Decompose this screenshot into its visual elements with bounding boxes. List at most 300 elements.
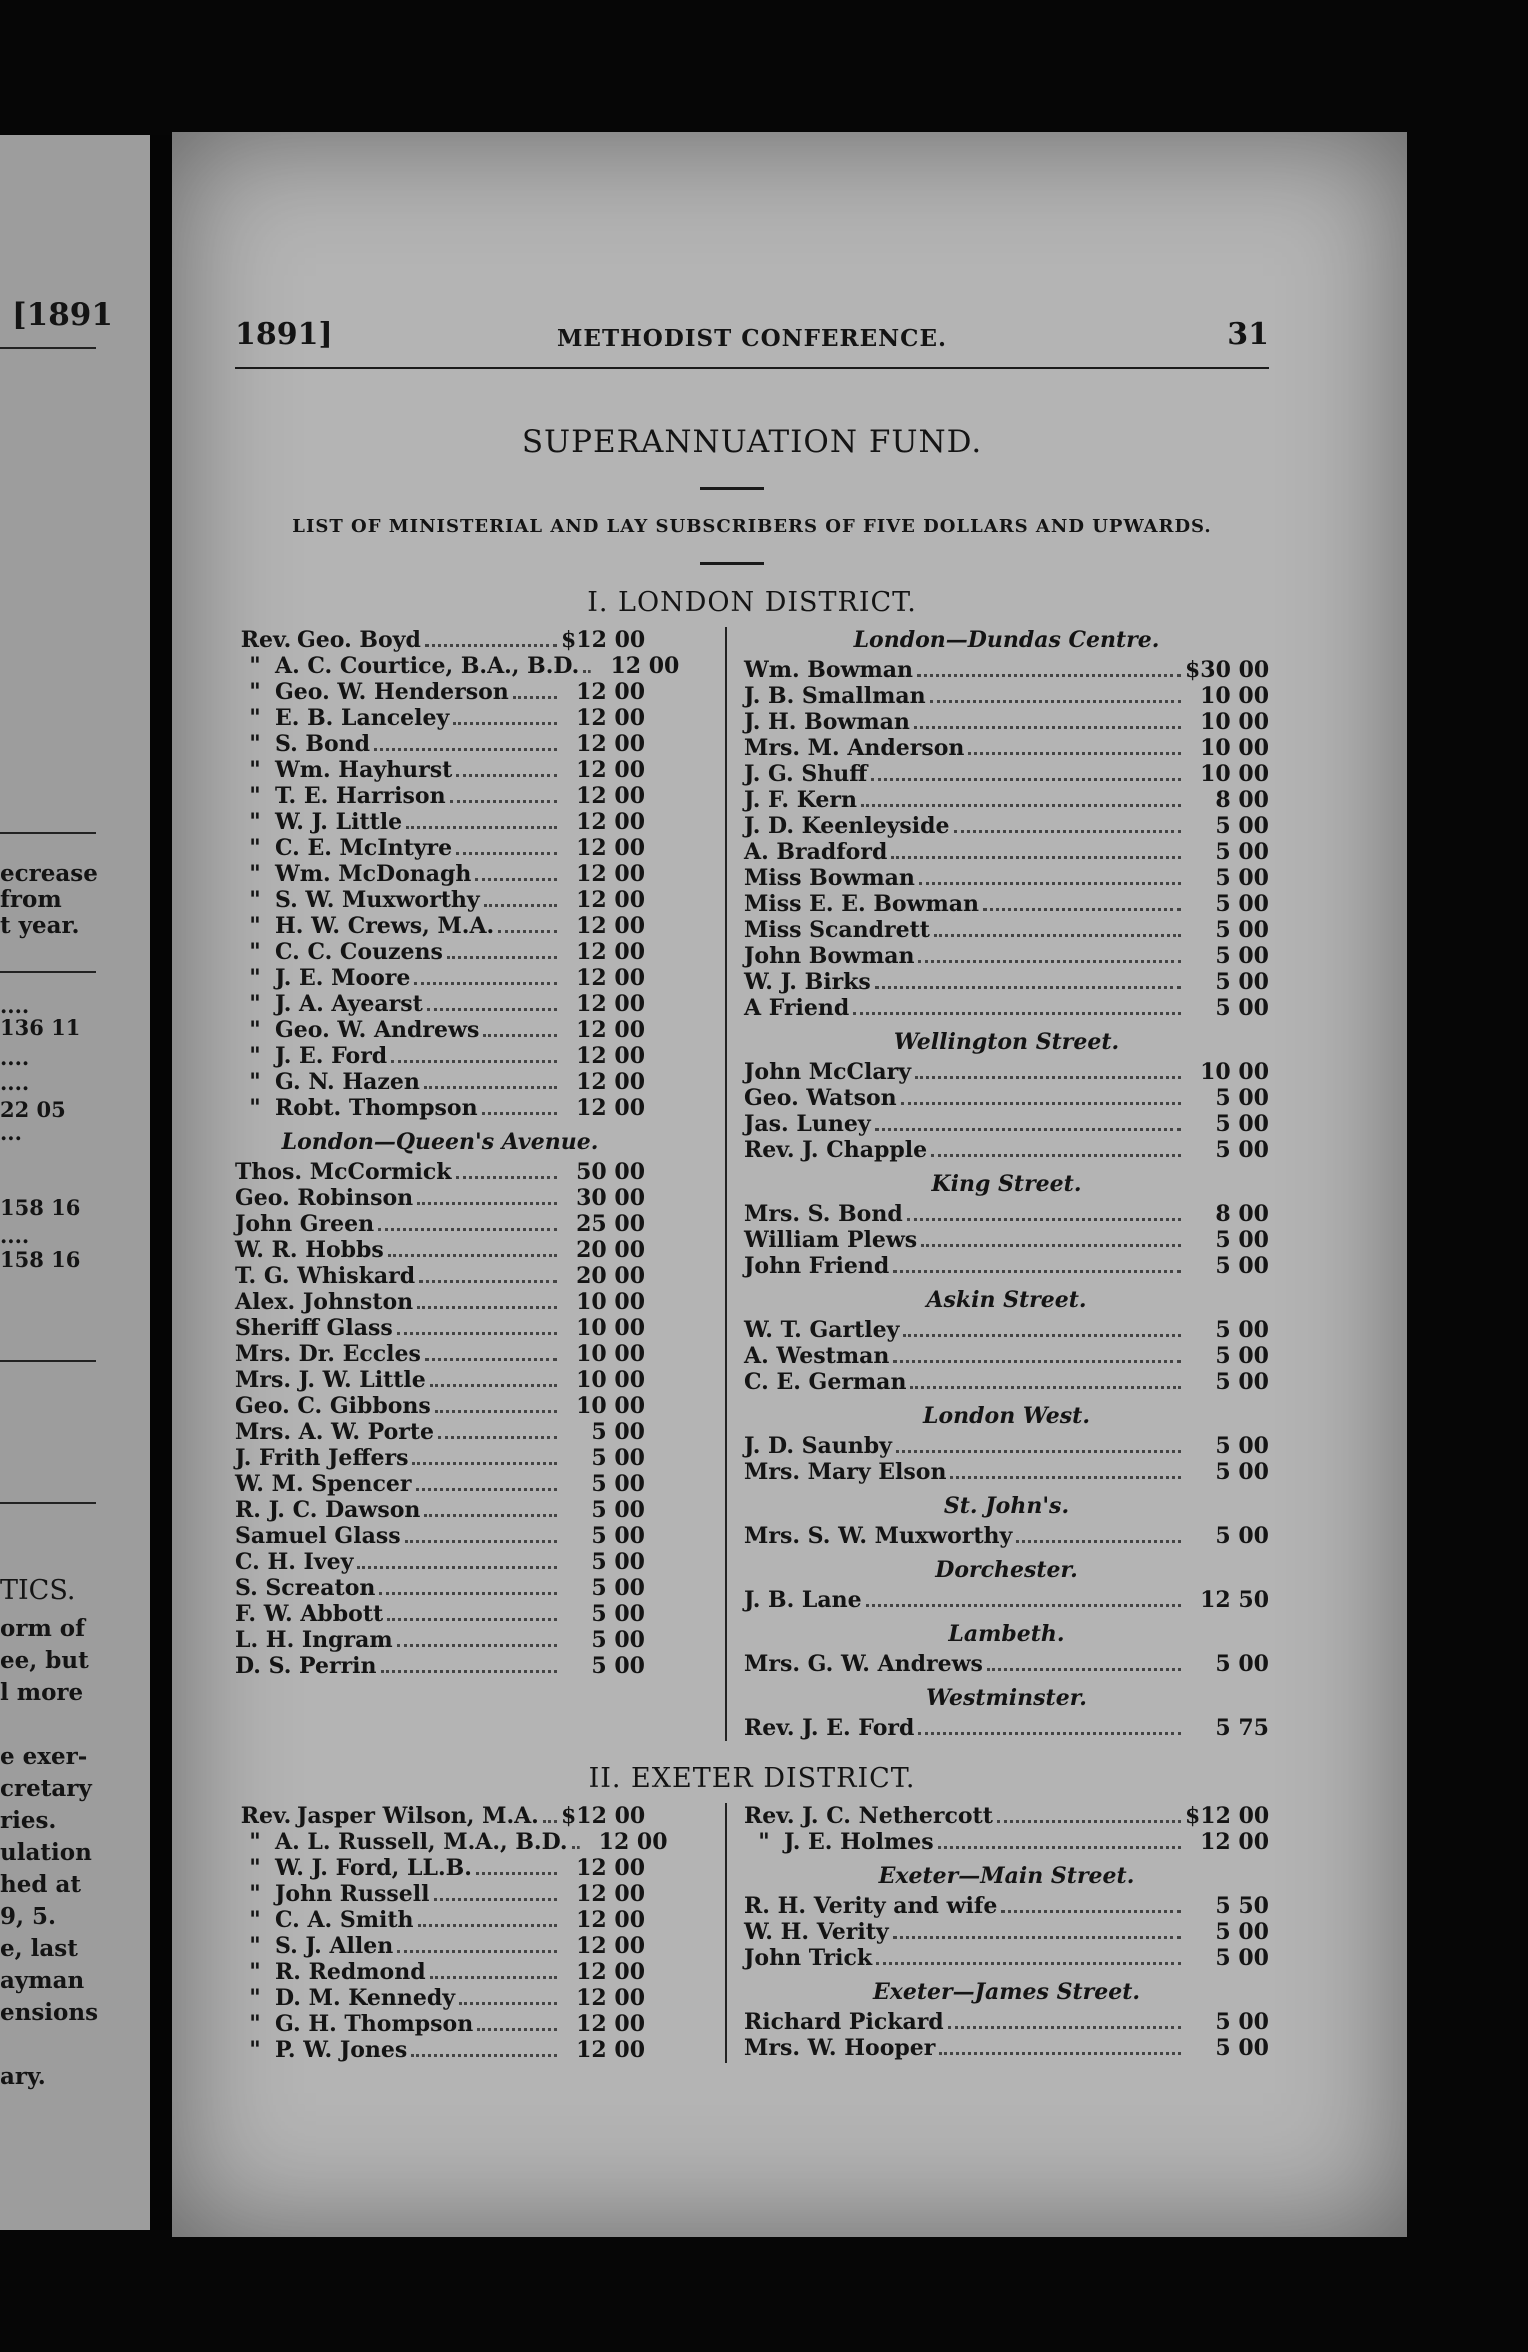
previous-page-text: l more [0, 1679, 84, 1706]
previous-page-number: 136 11 [0, 1015, 81, 1040]
subscriber-name: Geo. Watson [744, 1085, 897, 1111]
subscriber-entry [235, 1367, 645, 1393]
subscription-amount: 5 00 [1215, 1433, 1269, 1459]
subscriber-name: C. A. Smith [275, 1907, 414, 1933]
subscriber-name: D. M. Kennedy [275, 1985, 456, 2011]
leader-dots [918, 960, 1181, 963]
subscription-amount: 10 00 [1200, 1059, 1269, 1085]
previous-page-fragment [0, 135, 150, 2230]
subscriber-name: A. Bradford [744, 839, 888, 865]
subscriber-entry [235, 627, 645, 653]
subscriber-entry [744, 891, 1269, 917]
title-prefix: Rev. [240, 627, 292, 653]
congregation-heading: Westminster. [926, 1685, 1087, 1711]
leader-dots [483, 1034, 557, 1037]
subscriber-entry [235, 1471, 645, 1497]
subscription-amount: $12 00 [561, 1803, 646, 1829]
subscription-amount: 5 00 [1215, 891, 1269, 917]
leader-dots [476, 1872, 557, 1875]
title-prefix: " [249, 2011, 261, 2037]
subscription-amount: 12 00 [1200, 1829, 1269, 1855]
subscriber-entry [744, 1893, 1269, 1919]
subscriber-name: J. Frith Jeffers [235, 1445, 409, 1471]
leader-dots [903, 1334, 1181, 1337]
previous-page-text: ee, but [0, 1647, 89, 1674]
subscriber-name: L. H. Ingram [235, 1627, 393, 1653]
subscriber-name: J. F. Kern [744, 787, 857, 813]
subscriber-name: Thos. McCormick [235, 1159, 452, 1185]
subscription-amount: 12 00 [576, 939, 645, 965]
previous-page-number: .... [0, 993, 30, 1018]
subscriber-entry [744, 761, 1269, 787]
leader-dots [388, 1254, 557, 1257]
subscriber-entry [235, 1043, 645, 1069]
subscription-amount: 25 00 [576, 1211, 645, 1237]
leader-dots [919, 882, 1181, 885]
leader-dots [374, 748, 557, 751]
subscriber-name: D. S. Perrin [235, 1653, 377, 1679]
district-heading: II. EXETER DISTRICT. [588, 1763, 916, 1794]
leader-dots [910, 1386, 1181, 1389]
subscription-amount: 10 00 [576, 1393, 645, 1419]
subscriber-name: John Green [235, 1211, 375, 1237]
congregation-heading: Exeter—Main Street. [878, 1863, 1135, 1889]
subscription-amount: 5 00 [1215, 839, 1269, 865]
leader-dots [397, 1950, 557, 1953]
subscription-amount: 50 00 [576, 1159, 645, 1185]
leader-dots [896, 1450, 1181, 1453]
subscriber-entry [235, 731, 645, 757]
subscription-amount: 10 00 [1200, 709, 1269, 735]
subscription-amount: 10 00 [576, 1315, 645, 1341]
leader-dots [893, 1270, 1181, 1273]
subscriber-entry [235, 1575, 645, 1601]
leader-dots [484, 904, 557, 907]
subscriber-name: Mrs. S. W. Muxworthy [744, 1523, 1013, 1549]
subscriber-entry [744, 1829, 1269, 1855]
subscriber-entry [235, 1907, 645, 1933]
subscription-amount: 10 00 [1200, 735, 1269, 761]
subscription-amount: 5 00 [591, 1627, 645, 1653]
subscriber-entry [235, 1829, 668, 1855]
congregation-heading: Askin Street. [926, 1287, 1087, 1313]
subscription-amount: 5 00 [1215, 917, 1269, 943]
leader-dots [453, 722, 557, 725]
subscriber-name: Jasper Wilson, M.A. [297, 1803, 539, 1829]
page-title: SUPERANNUATION FUND. [521, 424, 983, 460]
subscription-amount: 8 00 [1215, 787, 1269, 813]
list-subtitle: LIST OF MINISTERIAL AND LAY SUBSCRIBERS OF FIVE DOLLARS AND UPWARDS. [292, 516, 1212, 537]
subscriber-entry [744, 787, 1269, 813]
subscription-amount: 5 00 [1215, 1111, 1269, 1137]
subscriber-name: Rev. J. E. Ford [744, 1715, 915, 1741]
previous-page-number: 22 05 [0, 1097, 66, 1122]
subscription-amount: 5 00 [1215, 1369, 1269, 1395]
subscription-amount: 12 00 [576, 887, 645, 913]
subscription-amount: 12 00 [576, 1017, 645, 1043]
previous-page-text: hed at [0, 1871, 81, 1898]
subscriber-name: S. W. Muxworthy [275, 887, 480, 913]
title-prefix: " [249, 1855, 261, 1881]
subscription-amount: 12 00 [576, 2037, 645, 2063]
leader-dots [871, 778, 1181, 781]
subscriber-name: John Trick [744, 1945, 873, 1971]
header-title: METHODIST CONFERENCE. [556, 325, 948, 352]
subscriber-name: Rev. J. C. Nethercott [744, 1803, 993, 1829]
leader-dots [893, 1936, 1181, 1939]
subscription-amount: 5 00 [1215, 813, 1269, 839]
leader-dots [968, 752, 1181, 755]
previous-page-text: 9, 5. [0, 1903, 57, 1930]
subscriber-name: J. E. Moore [275, 965, 411, 991]
congregation-heading: London—Queen's Avenue. [281, 1129, 599, 1155]
subscriber-entry [235, 2011, 645, 2037]
subscription-amount: 5 00 [1215, 1137, 1269, 1163]
subscription-amount: 12 00 [576, 835, 645, 861]
leader-dots [418, 1924, 557, 1927]
subscriber-entry [235, 1315, 645, 1341]
column-divider [725, 1803, 727, 2063]
leader-dots [891, 856, 1181, 859]
title-prefix: " [249, 653, 261, 679]
leader-dots [456, 774, 557, 777]
leader-dots [434, 1898, 558, 1901]
subscriber-name: John McClary [744, 1059, 911, 1085]
congregation-heading: Dorchester. [935, 1557, 1078, 1583]
subscriber-entry [744, 1803, 1269, 1829]
subscriber-name: J. A. Ayearst [275, 991, 423, 1017]
previous-page-rule [0, 832, 96, 834]
subscription-amount: 12 50 [1200, 1587, 1269, 1613]
leader-dots [419, 1280, 557, 1283]
subscriber-entry [235, 809, 645, 835]
subscriber-entry [744, 1433, 1269, 1459]
subscription-amount: 12 00 [576, 1881, 645, 1907]
leader-dots [853, 1012, 1181, 1015]
subscriber-entry [744, 969, 1269, 995]
leader-dots [513, 696, 557, 699]
subscriber-name: Richard Pickard [744, 2009, 944, 2035]
subscriber-entry [744, 917, 1269, 943]
leader-dots [901, 1102, 1181, 1105]
leader-dots [405, 1540, 557, 1543]
subscriber-name: R. H. Verity and wife [744, 1893, 998, 1919]
subscriber-name: Samuel Glass [235, 1523, 401, 1549]
title-prefix: " [249, 965, 261, 991]
previous-page-text: ulation [0, 1839, 92, 1866]
subscription-amount: 12 00 [576, 861, 645, 887]
leader-dots [406, 826, 557, 829]
subscription-amount: 5 00 [591, 1653, 645, 1679]
subscriber-entry [235, 705, 645, 731]
subscriber-name: E. B. Lanceley [275, 705, 450, 731]
subscriber-entry [744, 1137, 1269, 1163]
subscriber-entry [235, 1959, 645, 1985]
subscriber-name: Wm. Hayhurst [275, 757, 453, 783]
previous-page-number: .... [0, 1223, 30, 1248]
subscriber-entry [744, 995, 1269, 1021]
congregation-heading: Exeter—James Street. [872, 1979, 1141, 2005]
subscriber-entry [744, 1945, 1269, 1971]
subscriber-entry [744, 1459, 1269, 1485]
leader-dots [1016, 1540, 1181, 1543]
subscriber-entry [235, 1985, 645, 2011]
subscriber-name: Sheriff Glass [235, 1315, 393, 1341]
subscription-amount: 12 00 [576, 1069, 645, 1095]
leader-dots [482, 1112, 557, 1115]
subscriber-name: S. Bond [275, 731, 371, 757]
title-prefix: " [249, 887, 261, 913]
leader-dots [498, 930, 557, 933]
subscriber-entry [744, 1201, 1269, 1227]
title-prefix: " [249, 1933, 261, 1959]
subscriber-entry [744, 709, 1269, 735]
previous-page-number: 158 16 [0, 1247, 81, 1272]
congregation-heading: King Street. [931, 1171, 1082, 1197]
title-prefix: " [249, 1907, 261, 1933]
title-prefix: " [249, 2037, 261, 2063]
subscriber-name: J. G. Shuff [744, 761, 868, 787]
subscriber-name: William Plews [744, 1227, 918, 1253]
title-prefix: " [758, 1829, 770, 1855]
congregation-heading: St. John's. [943, 1493, 1070, 1519]
subscriber-name: R. J. C. Dawson [235, 1497, 421, 1523]
subscription-amount: 5 00 [591, 1419, 645, 1445]
leader-dots [438, 1436, 557, 1439]
subscriber-entry [235, 1855, 645, 1881]
leader-dots [475, 878, 557, 881]
subscription-amount: 12 00 [576, 1095, 645, 1121]
subscription-amount: 10 00 [1200, 683, 1269, 709]
subscriber-entry [235, 939, 645, 965]
subscription-amount: 10 00 [576, 1341, 645, 1367]
subscriber-entry [235, 1393, 645, 1419]
subscriber-name: John Russell [275, 1881, 430, 1907]
previous-page-text: ensions [0, 1999, 99, 2026]
title-prefix: " [249, 1069, 261, 1095]
subscriber-entry [235, 757, 645, 783]
leader-dots [583, 670, 591, 673]
subscriber-entry [744, 1253, 1269, 1279]
subscriber-entry [744, 1587, 1269, 1613]
previous-page-rule [0, 971, 96, 973]
previous-page-text: e, last [0, 1935, 78, 1962]
subscriber-name: C. C. Couzens [275, 939, 443, 965]
subscription-amount: $30 00 [1185, 657, 1270, 683]
subscriber-entry [235, 1497, 645, 1523]
subscriber-name: Miss E. E. Bowman [744, 891, 980, 917]
subscriber-name: Mrs. A. W. Porte [235, 1419, 435, 1445]
leader-dots [930, 700, 1181, 703]
title-prefix: " [249, 1829, 261, 1855]
subscription-amount: 10 00 [1200, 761, 1269, 787]
subscriber-name: H. W. Crews, M.A. [275, 913, 495, 939]
previous-page-number: ... [0, 1120, 22, 1145]
subscription-amount: 12 00 [576, 913, 645, 939]
title-prefix: Rev. [240, 1803, 292, 1829]
subtitle-rule [700, 562, 764, 565]
previous-page-text: e exer- [0, 1743, 88, 1770]
subscriber-entry [744, 1369, 1269, 1395]
running-header [235, 317, 1269, 369]
leader-dots [934, 934, 1181, 937]
subscription-amount: 5 00 [1215, 969, 1269, 995]
subscriber-entry [235, 1069, 645, 1095]
title-prefix: " [249, 809, 261, 835]
leader-dots [938, 1846, 1181, 1849]
subscription-amount: 10 00 [576, 1367, 645, 1393]
subscription-amount: 12 00 [576, 1985, 645, 2011]
subscriber-name: S. J. Allen [275, 1933, 394, 1959]
subscription-amount: 5 00 [1215, 1523, 1269, 1549]
subscriber-entry [235, 1185, 645, 1211]
previous-page-text: ary. [0, 2063, 46, 2090]
subscription-amount: 12 00 [576, 705, 645, 731]
subscriber-entry [744, 1059, 1269, 1085]
leader-dots [414, 982, 557, 985]
subscription-amount: 12 00 [576, 991, 645, 1017]
title-prefix: " [249, 939, 261, 965]
subscriber-name: W. J. Little [275, 809, 403, 835]
subscriber-name: Wm. McDonagh [275, 861, 472, 887]
previous-page-heading: TICS. [0, 1575, 76, 1606]
subscription-amount: 12 00 [576, 1855, 645, 1881]
leader-dots [397, 1644, 557, 1647]
subscriber-name: G. H. Thompson [275, 2011, 474, 2037]
leader-dots [456, 852, 557, 855]
subscription-amount: 5 00 [591, 1497, 645, 1523]
leader-dots [357, 1566, 557, 1569]
subscriber-name: Mrs. W. Hooper [744, 2035, 936, 2061]
leader-dots [397, 1332, 557, 1335]
title-prefix: " [249, 705, 261, 731]
leader-dots [379, 1592, 557, 1595]
leader-dots [917, 674, 1181, 677]
subscription-amount: 12 00 [576, 2011, 645, 2037]
subscription-amount: 5 00 [1215, 1919, 1269, 1945]
subscriber-name: T. E. Harrison [275, 783, 446, 809]
subscriber-entry [235, 1933, 645, 1959]
title-prefix: " [249, 679, 261, 705]
subscriber-name: John Friend [744, 1253, 890, 1279]
subscriber-entry [744, 1111, 1269, 1137]
subscriber-name: Mrs. Mary Elson [744, 1459, 947, 1485]
subscriber-entry [744, 813, 1269, 839]
subscription-amount: 20 00 [576, 1237, 645, 1263]
subscriber-name: C. E. McIntyre [275, 835, 453, 861]
leader-dots [866, 1604, 1181, 1607]
leader-dots [931, 1154, 1181, 1157]
subscriber-entry [744, 943, 1269, 969]
title-prefix: " [249, 1017, 261, 1043]
subscription-amount: 5 00 [1215, 1227, 1269, 1253]
subscriber-entry [235, 887, 645, 913]
title-rule [700, 487, 764, 490]
subscriber-entry [235, 2037, 645, 2063]
subscriber-name: Miss Bowman [744, 865, 915, 891]
subscriber-entry [235, 679, 645, 705]
subscriber-entry [235, 1653, 645, 1679]
leader-dots [987, 1668, 1181, 1671]
subscriber-name: W. R. Hobbs [235, 1237, 384, 1263]
subscription-amount: 5 00 [1215, 865, 1269, 891]
subscriber-name: W. H. Verity [744, 1919, 889, 1945]
subscriber-entry [744, 1227, 1269, 1253]
subscriber-entry [235, 783, 645, 809]
previous-page-header: [1891 [12, 297, 113, 333]
subscriber-entry [235, 1523, 645, 1549]
leader-dots [424, 1514, 557, 1517]
subscriber-name: A. L. Russell, M.A., B.D. [275, 1829, 568, 1855]
subscriber-entry [744, 1919, 1269, 1945]
leader-dots [391, 1060, 557, 1063]
subscriber-name: Mrs. J. W. Little [235, 1367, 426, 1393]
leader-dots [983, 908, 1181, 911]
subscriber-name: F. W. Abbott [235, 1601, 384, 1627]
title-prefix: " [249, 757, 261, 783]
previous-page-text: t year. [0, 912, 80, 939]
subscriber-name: Wm. Bowman [744, 657, 914, 683]
subscription-amount: 5 75 [1215, 1715, 1269, 1741]
subscription-amount: 12 00 [598, 1829, 668, 1855]
subscriber-name: A. Westman [744, 1343, 890, 1369]
leader-dots [477, 2028, 557, 2031]
previous-page-rule [0, 1502, 96, 1504]
title-prefix: " [249, 835, 261, 861]
leader-dots [381, 1670, 557, 1673]
subscriber-entry [235, 1881, 645, 1907]
leader-dots [893, 1360, 1181, 1363]
header-year: 1891] [235, 317, 333, 352]
leader-dots [543, 1820, 557, 1823]
title-prefix: " [249, 731, 261, 757]
page-number: 31 [1227, 317, 1269, 352]
leader-dots [572, 1846, 580, 1849]
subscriber-name: J. D. Saunby [744, 1433, 892, 1459]
subscriber-name: Mrs. G. W. Andrews [744, 1651, 983, 1677]
column-divider [725, 627, 727, 1741]
subscriber-entry [235, 1237, 645, 1263]
subscription-amount: 12 00 [576, 757, 645, 783]
leader-dots [425, 1358, 557, 1361]
leader-dots [412, 1462, 557, 1465]
subscriber-entry [235, 1263, 645, 1289]
previous-page-rule [0, 1360, 96, 1362]
title-prefix: " [249, 861, 261, 887]
subscriber-name: P. W. Jones [275, 2037, 408, 2063]
subscriber-entry [744, 839, 1269, 865]
subscription-amount: 5 00 [591, 1601, 645, 1627]
subscription-amount: 12 00 [576, 1043, 645, 1069]
previous-page-text: ecrease [0, 860, 98, 887]
title-prefix: " [249, 1985, 261, 2011]
subscription-amount: 12 00 [576, 965, 645, 991]
congregation-heading: London West. [923, 1403, 1090, 1429]
subscriber-entry [744, 657, 1269, 683]
subscription-amount: 5 50 [1215, 1893, 1269, 1919]
subscriber-entry [235, 1159, 645, 1185]
subscriber-entry [744, 2035, 1269, 2061]
leader-dots [378, 1228, 557, 1231]
subscriber-name: Mrs. M. Anderson [744, 735, 965, 761]
subscriber-name: Geo. Robinson [235, 1185, 414, 1211]
subscriber-name: W. T. Gartley [744, 1317, 900, 1343]
subscriber-entry [235, 1803, 645, 1829]
leader-dots [427, 1008, 557, 1011]
subscription-amount: 12 00 [576, 731, 645, 757]
subscription-amount: 12 00 [576, 1959, 645, 1985]
subscription-amount: 5 00 [1215, 1085, 1269, 1111]
